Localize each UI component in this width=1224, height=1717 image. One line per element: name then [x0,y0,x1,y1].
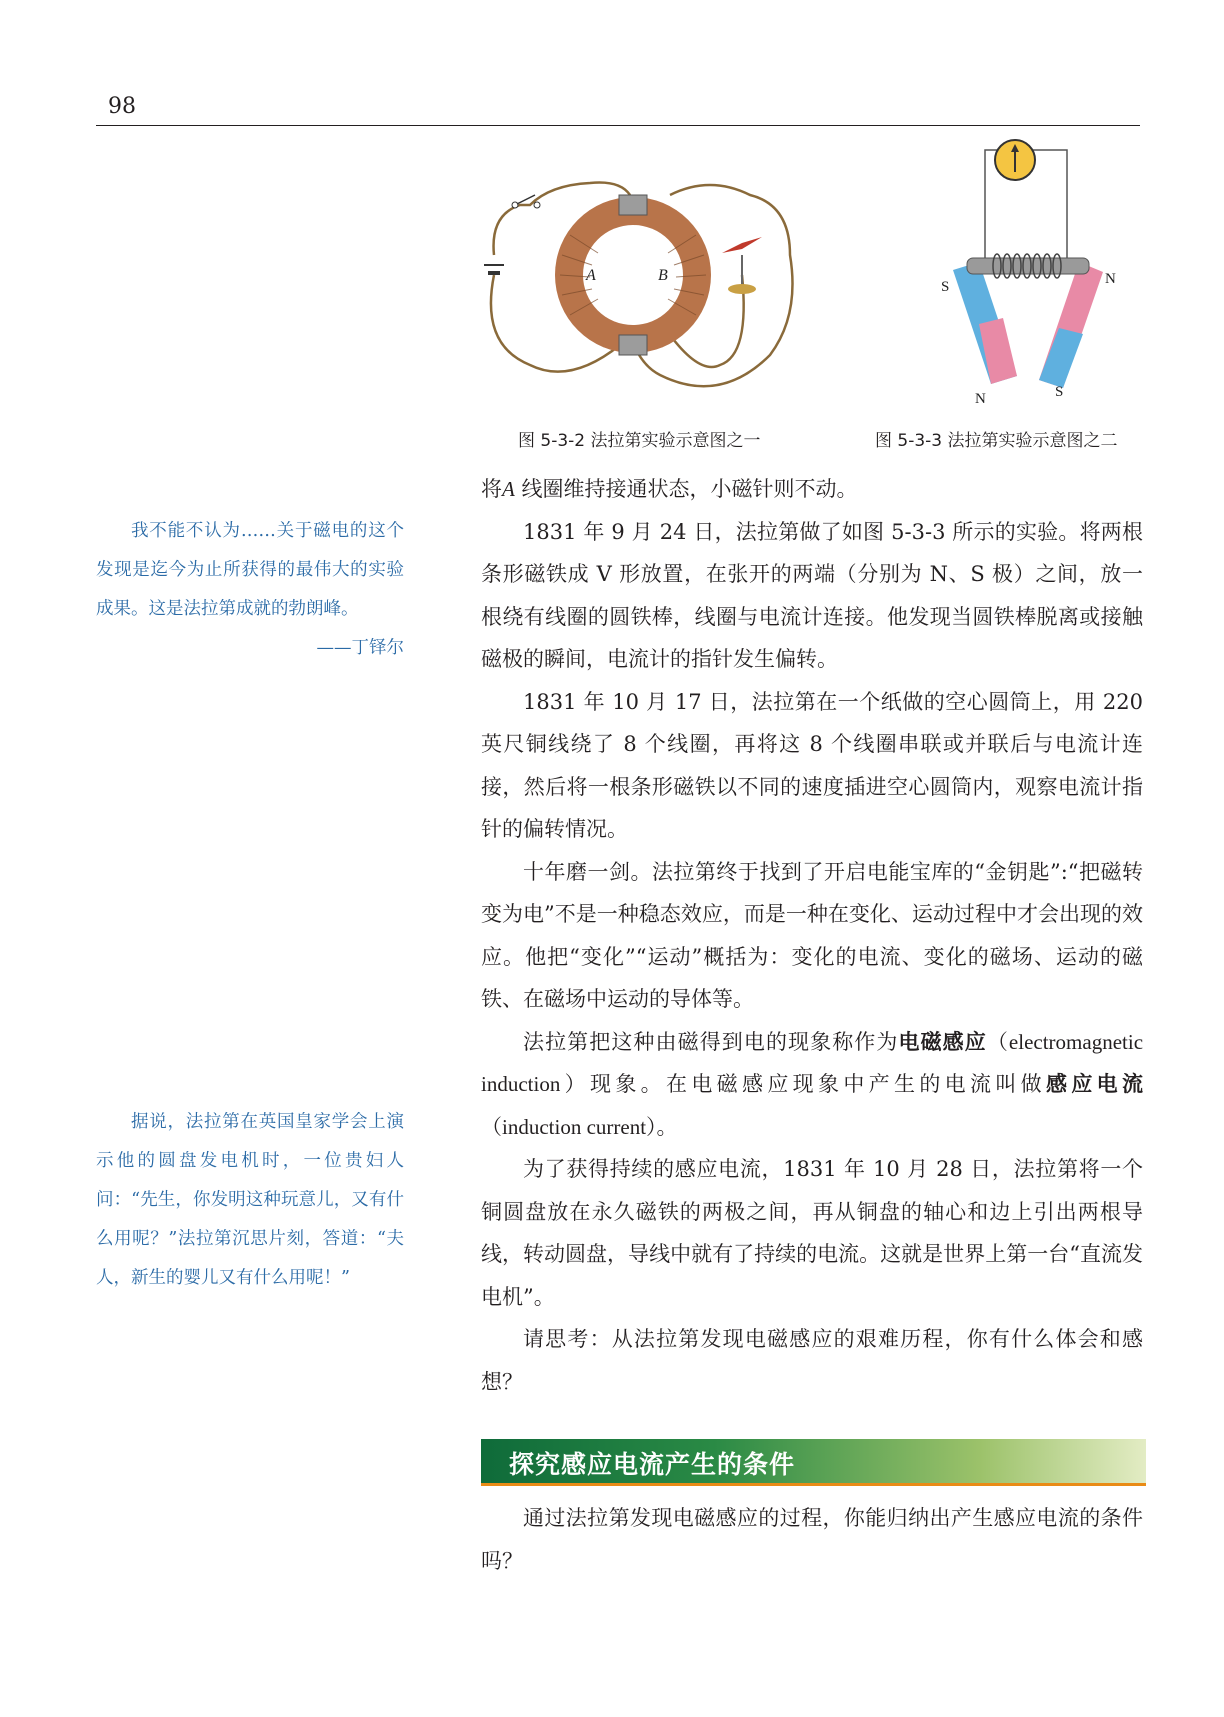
pole-label: S [941,279,950,295]
v-magnet-diagram [905,138,1145,418]
header-rule [96,125,1140,126]
sidenote-anecdote [96,1103,404,1298]
coil-b-label: B [658,267,668,284]
pole-label: N [1105,271,1116,287]
figure-v-magnet-experiment [905,138,1145,418]
section-body [481,1497,1143,1582]
quote-text: 我不能不认为……关于磁电的这个发现是迄今为止所获得的最伟大的实验成果。这是法拉第成就的勃朗峰。 [96,521,404,619]
section-title: 探究感应电流产生的条件 [509,1450,796,1479]
section-heading [481,1439,1146,1486]
anecdote-text: 据说，法拉第在英国皇家学会上演示他的圆盘发电机时，一位贵妇人问：“先生，你发明这种玩意儿，又有什么用呢？”法拉第沉思片刻，答道：“夫人，新生的婴儿又有什么用呢！” [96,1112,404,1288]
paragraph: 通过法拉第发现电磁感应的过程，你能归纳出产生感应电流的条件吗？ [481,1506,1143,1573]
main-text [481,468,1143,1403]
sidenote-quote [96,512,404,668]
ring-coil-diagram [470,175,860,415]
figure-5-3-3-caption: 图 5-3-3 法拉第实验示意图之二 [875,431,1118,451]
figure-5-3-2-caption: 图 5-3-2 法拉第实验示意图之一 [518,431,761,451]
quote-attribution: ——丁铎尔 [316,638,404,658]
paragraph: 1831 年 10 月 17 日，法拉第在一个纸做的空心圆筒上，用 220 英尺铜线绕了 8 个线圈，再将这 8 个线圈串联或并联后与电流计连接，然后将一根条形磁铁以不同的速度插进空心圆筒内，观察电流计指针的偏转情况。 [481,689,1143,841]
paragraph: 1831 年 9 月 24 日，法拉第做了如图 5-3-3 所示的实验。将两根条形磁铁成 V 形放置，在张开的两端（分别为 N、S 极）之间，放一根绕有线圈的圆铁棒，线圈与电流计连接。他发现当圆铁棒脱离或接触磁极的瞬间，电流计的指针发生偏转。 [481,519,1143,671]
paragraph: 请思考：从法拉第发现电磁感应的艰难历程，你有什么体会和感想？ [481,1327,1143,1394]
pole-label: S [1055,384,1064,400]
coil-a-label: A [586,267,596,284]
paragraph: 法拉第把这种由磁得到电的现象称作为电磁感应（electromagnetic induction）现象。在电磁感应现象中产生的电流叫做感应电流（induction current）。 [481,1029,1144,1139]
term-induction-current: 感应电流 [1046,1072,1144,1096]
paragraph: 将A 线圈维持接通状态，小磁针则不动。 [481,477,858,501]
page-number: 98 [108,94,136,119]
pole-label: N [975,391,986,407]
figure-ring-coil-experiment [470,175,860,415]
paragraph: 十年磨一剑。法拉第终于找到了开启电能宝库的“金钥匙”:“把磁转变为电”不是一种稳态效应，而是一种在变化、运动过程中才会出现的效应。他把“变化”“运动”概括为：变化的电流、变化的磁场、运动的磁铁、在磁场中运动的导体等。 [481,859,1143,1011]
compass-needle [722,237,762,253]
term-electromagnetic-induction: 电磁感应 [898,1029,987,1054]
paragraph: 为了获得持续的感应电流，1831 年 10 月 28 日，法拉第将一个铜圆盘放在永久磁铁的两极之间，再从铜盘的轴心和边上引出两根导线，转动圆盘，导线中就有了持续的电流。这就是世界上第一台“直流发电机”。 [481,1157,1143,1309]
